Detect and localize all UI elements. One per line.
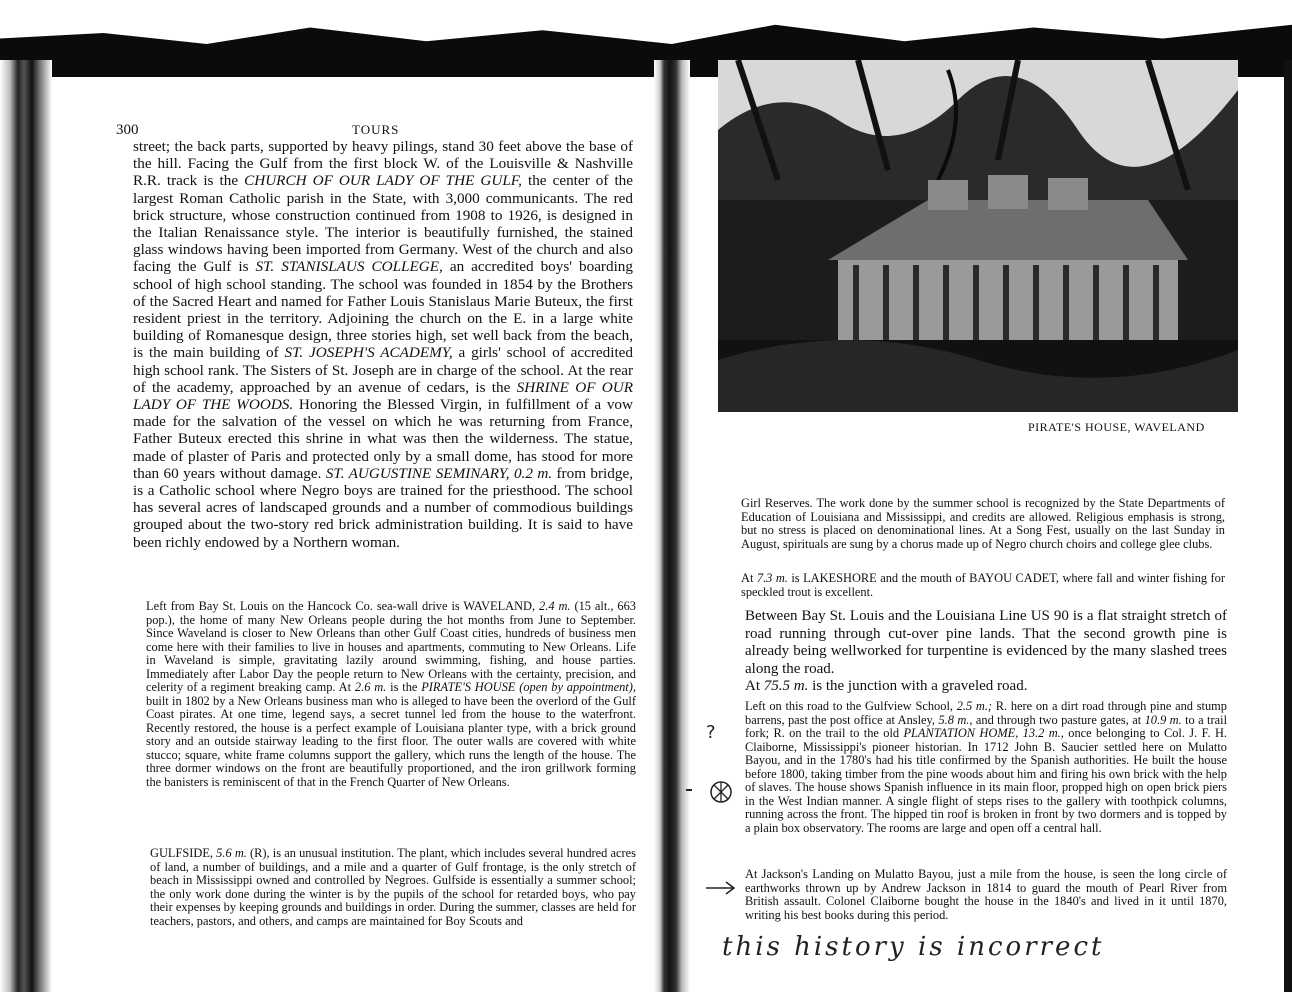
text-run: ST. AUGUSTINE SEMINARY, 0.2 m. — [325, 464, 553, 482]
text-run: is the — [386, 680, 422, 694]
text-run: Left from Bay St. Louis on the Hancock Co. sea-wall drive is WAVELAND, — [146, 599, 540, 613]
text-run: 5.8 m., — [938, 712, 973, 727]
text-run: SHRINE OF OUR LADY OF THE WOODS. — [133, 378, 633, 414]
text-run: is the junction with a graveled road. — [808, 678, 1028, 694]
gulfview-paragraph — [745, 700, 1227, 835]
book-binding-left — [0, 60, 52, 992]
text-run: At — [745, 678, 764, 694]
junction-paragraph — [745, 678, 1227, 695]
text-run: ST. JOSEPH'S ACADEMY, — [284, 344, 453, 362]
text-run: 5.6 m. — [216, 846, 247, 860]
text-run: (R), is an unusual institution. The plant, which includes several hundred acres of land, a number of buildings, and a mile and a quarter of Gulf frontage, is the only stretch of beach in Mississippi owned and controlled by Negroes. Gulfside is essentially a summer school; the only work done during the winter is by the pupils of the school for retarded boys, who pay their expenses by keeping grounds and buildings in order. During the summer, classes are held for teachers, pastors, and others, and camps are maintained for Boy Scouts and — [150, 846, 636, 928]
text-run: street; the back parts, supported by heavy pilings, stand 30 feet above the base of the hill. Facing the Gulf from the first block W. of the Louisville & Nashville R.R. track is the — [133, 138, 633, 190]
photo-caption: PIRATE'S HOUSE, WAVELAND — [1028, 420, 1205, 434]
jackson-paragraph — [745, 868, 1227, 922]
text-run: GULFSIDE, — [150, 846, 217, 860]
waveland-paragraph — [146, 600, 636, 789]
page-number: 300 — [116, 122, 139, 138]
text-run: R. here on a dirt road through pine and stump barrens, past the post office at Ansley, — [745, 699, 1227, 727]
text-run: PIRATE'S HOUSE (open by appointment), — [421, 680, 636, 694]
left-main-paragraph — [133, 138, 633, 551]
text-run: 10.9 m. — [1144, 712, 1182, 727]
handwritten-note: this history is incorrect — [722, 932, 1105, 962]
text-run: 2.6 m. — [354, 680, 387, 694]
text-run: CHURCH OF OUR LADY OF THE GULF, — [244, 172, 522, 190]
text-run: Left on this road to the Gulfview School, — [745, 699, 957, 713]
text-run: PLANTATION HOME, 13.2 m., — [903, 726, 1064, 740]
running-head-title: TOURS — [352, 122, 400, 137]
text-run: At — [741, 571, 757, 585]
text-run: is LAKESHORE and the mouth of BAYOU CADET, where fall and winter fishing for speckled trout is excellent. — [741, 571, 1225, 599]
text-run: (15 alt., 663 pop.), the home of many New Orleans people during the hot months from June to September. Since Waveland is closer to New Orleans than other Gulf Coast cities, hundreds of business men come here with their families to live in houses and apartments, commuting to New Orleans. Life in Waveland is simple, gravitating lazily around swimming, fishing, and house parties. Immediately after Labor Day the people return to New Orleans with the certainty, precision, and celerity of a regiment breaking camp. At — [146, 599, 636, 694]
text-run: ST. STANISLAUS COLLEGE, — [255, 258, 443, 276]
text-run: Honoring the Blessed Virgin, in fulfillment of a vow made for the salvation of the vessel on which he was returning from France, Father Buteux erected this shrine in what was then the wilderness. The statue, made of plaster of Paris and protected only by a small dome, has stood for more than 60 years without damage. — [133, 396, 633, 482]
text-run: and through two pasture gates, at — [972, 712, 1145, 727]
text-run: 2.5 m.; — [956, 699, 993, 713]
text-run: At Jackson's Landing on Mulatto Bayou, just a mile from the house, is seen the long circle of earthworks thrown up by Andrew Jackson in 1814 to guard the mouth of Pearl River from British assault. Colonel Claiborne bought the house in the 1840's and lived in it until 1870, writing his best books during this period. — [745, 867, 1227, 922]
girl-reserves-paragraph — [741, 497, 1225, 551]
text-run: an accredited boys' boarding school of high school standing. The school was founded in 1854 by the Brothers of the Sacred Heart and named for Father Louis Stanislaus Marie Buteux, the first resident priest in the territory. Adjoining the church on the E. in a large white building of Romanesque design, three stories high, set well back from the beach, is the main building of — [133, 258, 633, 362]
pirates-house-photo — [718, 60, 1238, 412]
lakeshore-paragraph — [741, 572, 1225, 599]
between-paragraph — [745, 608, 1227, 678]
text-run: Girl Reserves. The work done by the summer school is recognized by the State Departments of Education of Louisiana and Mississippi, and credits are allowed. Religious emphasis is strong, but no stress is placed on denominational lines. At a Song Fest, usually on the last Sunday in August, spirituals are sung by a chorus made up of Negro church choirs and college glee clubs. — [741, 496, 1225, 551]
text-run: a girls' school of accredited high school rank. The Sisters of St. Joseph are in charge of the school. At the rear of the academy, approached by an avenue of cedars, is the — [133, 344, 634, 396]
text-run: the center of the largest Roman Catholic parish in the State, with 3,000 communicants. The red brick structure, whose construction continued from 1908 to 1926, is designed in the Italian Renaissance style. The interior is beautifully furnished, the stained glass windows having been imported from Germany. West of the church and also facing the Gulf is — [133, 172, 633, 276]
scan-right-edge — [1284, 60, 1292, 992]
gulfside-paragraph — [150, 847, 636, 928]
text-run: 7.3 m. — [756, 571, 788, 585]
photo-illustration — [718, 60, 1238, 412]
arrow-right-icon — [706, 882, 734, 894]
text-run: to a trail fork; R. on the trail to the old — [745, 712, 1228, 740]
text-run: 75.5 m. — [763, 678, 809, 694]
text-run: Between Bay St. Louis and the Louisiana Line US 90 is a flat straight stretch of road running through cut-over pine lands. That the second growth pine is already being wellworked for turpentine is evidenced by the many slashed trees along the road. — [745, 608, 1227, 677]
margin-annotations — [676, 720, 736, 920]
text-run: 2.4 m. — [539, 599, 571, 613]
text-run: once belonging to Col. J. F. H. Claiborne, Mississippi's pioneer historian. In 1712 John B. Saucier settled here on Mulatto Bayou, and in the 1780's had his title confirmed by the Spanish authorities. He built the house before 1800, taking timber from the pine woods about him and firing his own brick with the help of slaves. The house shows Spanish influence in its main floor, propped high on open brick piers in the West Indian manner. A single flight of steps rises to the gallery with toothpick columns, running across the front. The hipped tin roof is broken in front by two dormers and is topped by a plain box observatory. The rooms are large and open off a central hall. — [745, 726, 1227, 835]
margin-question-mark: ? — [706, 722, 716, 743]
text-run: built in 1802 by a New Orleans business man who is alleged to have been the overlord of the Gulf Coast pirates. At one time, legend says, a secret tunnel led from the house to the waterfront. Recently restored, the house is a perfect example of Louisiana planter type, with a brick ground story and an outside stairway leading to the first floor. The outer walls are covered with white stucco; square, white frame columns support the gallery, which runs the length of the house. The three dormer windows on the front are beautifully proportioned, and the iron grillwork forming the banisters is reminiscent of that in the French Quarter of New Orleans. — [146, 693, 636, 789]
text-run: from bridge, is a Catholic school where Negro boys are trained for the priesthood. The school has several acres of landscaped grounds and a number of commodious buildings grouped about the two-story red brick administration building. It is said to have been richly endowed by a Northern woman. — [133, 464, 634, 551]
